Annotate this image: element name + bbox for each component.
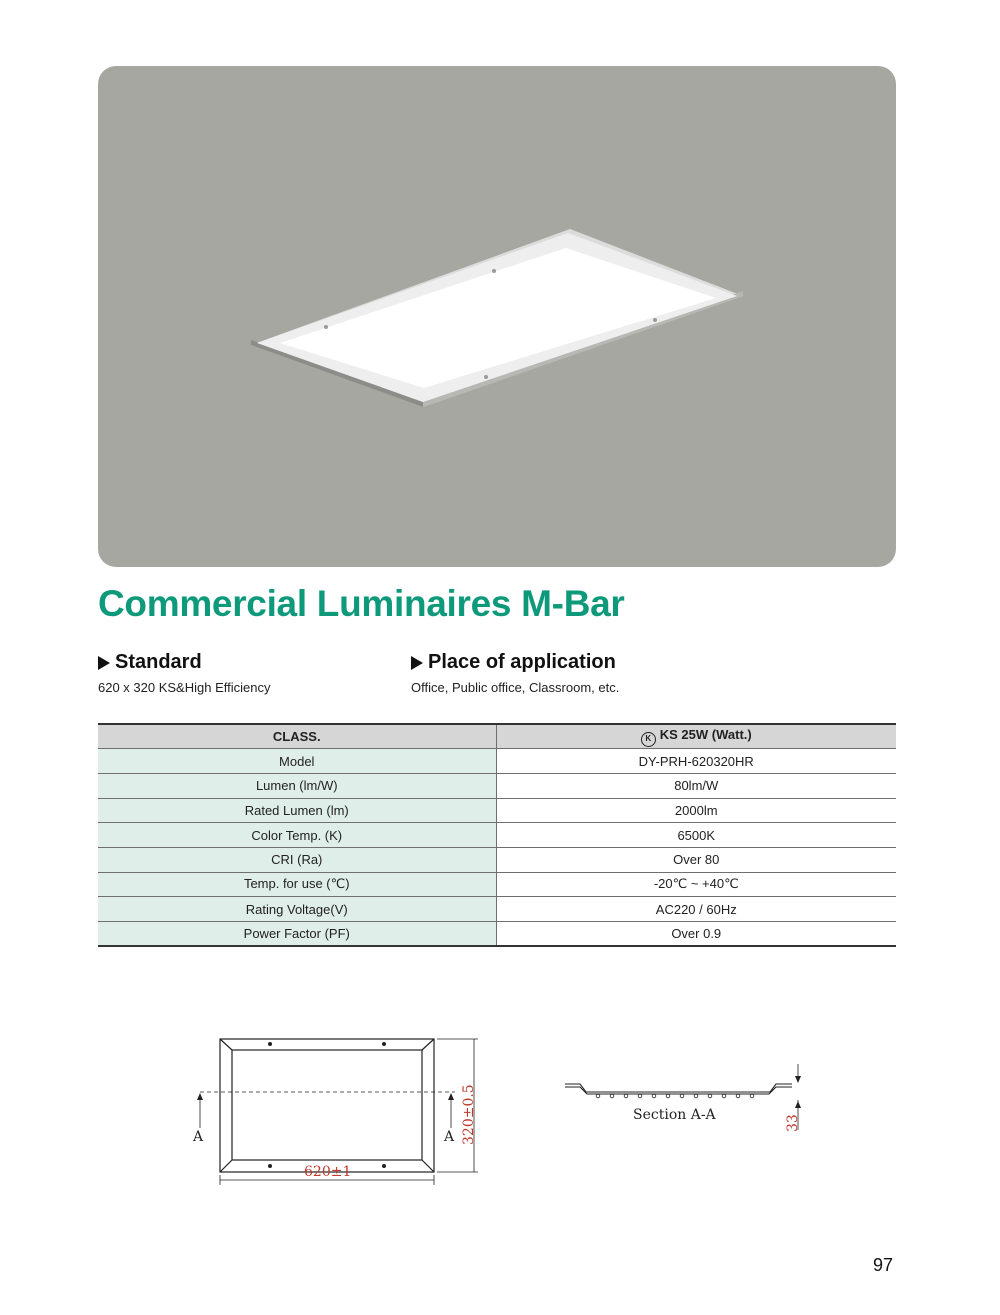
class-header: CLASS. <box>98 724 496 749</box>
section-mark-right: A <box>444 1129 455 1145</box>
row-label: Rated Lumen (lm) <box>98 798 496 823</box>
section-mark-left: A <box>193 1129 204 1145</box>
application-section <box>411 651 619 695</box>
ks-header-text: KS 25W (Watt.) <box>659 726 752 742</box>
row-label: Lumen (lm/W) <box>98 773 496 798</box>
mount-hole-icon <box>268 1042 272 1046</box>
application-heading <box>411 651 619 674</box>
standard-section <box>98 651 270 695</box>
table-header-row <box>98 724 896 749</box>
spec-table <box>98 723 896 947</box>
section-holes <box>596 1094 754 1098</box>
triangle-bullet-icon <box>411 656 423 670</box>
row-value: AC220 / 60Hz <box>496 897 896 922</box>
page-title: Commercial Luminaires M-Bar <box>98 583 625 624</box>
row-value: Over 80 <box>496 847 896 872</box>
row-label: Power Factor (PF) <box>98 922 496 947</box>
ks-certification-icon: K <box>641 732 656 747</box>
row-label: CRI (Ra) <box>98 847 496 872</box>
table-row <box>98 897 896 922</box>
depth-dimension: 33 <box>785 1114 801 1132</box>
row-label: Color Temp. (K) <box>98 823 496 848</box>
row-value: 2000lm <box>496 798 896 823</box>
row-value: 6500K <box>496 823 896 848</box>
table-row <box>98 749 896 774</box>
triangle-bullet-icon <box>98 656 110 670</box>
row-value: Over 0.9 <box>496 922 896 947</box>
standard-text: 620 x 320 KS&High Efficiency <box>98 680 271 695</box>
row-label: Temp. for use (℃) <box>98 872 496 897</box>
table-row <box>98 798 896 823</box>
height-dimension: 320±0.5 <box>461 1084 477 1145</box>
ks-header <box>496 724 896 749</box>
product-photo <box>98 66 896 567</box>
table-row <box>98 922 896 947</box>
mount-hole-icon <box>382 1042 386 1046</box>
table-row <box>98 773 896 798</box>
section-label: Section A-A <box>633 1107 716 1123</box>
application-text: Office, Public office, Classroom, etc. <box>411 680 620 695</box>
row-value: 80lm/W <box>496 773 896 798</box>
standard-heading <box>98 651 270 674</box>
application-heading-text: Place of application <box>428 651 616 673</box>
row-value: DY-PRH-620320HR <box>496 749 896 774</box>
row-label: Rating Voltage(V) <box>98 897 496 922</box>
row-value: -20℃ ~ +40℃ <box>496 872 896 897</box>
table-row <box>98 847 896 872</box>
mount-hole-icon <box>382 1164 386 1168</box>
table-row <box>98 872 896 897</box>
row-label: Model <box>98 749 496 774</box>
page-number: 97 <box>873 1255 894 1275</box>
table-row <box>98 823 896 848</box>
technical-drawing <box>0 1020 1000 1200</box>
standard-heading-text: Standard <box>115 651 202 673</box>
mount-hole-icon <box>268 1164 272 1168</box>
width-dimension: 620±1 <box>304 1164 352 1180</box>
